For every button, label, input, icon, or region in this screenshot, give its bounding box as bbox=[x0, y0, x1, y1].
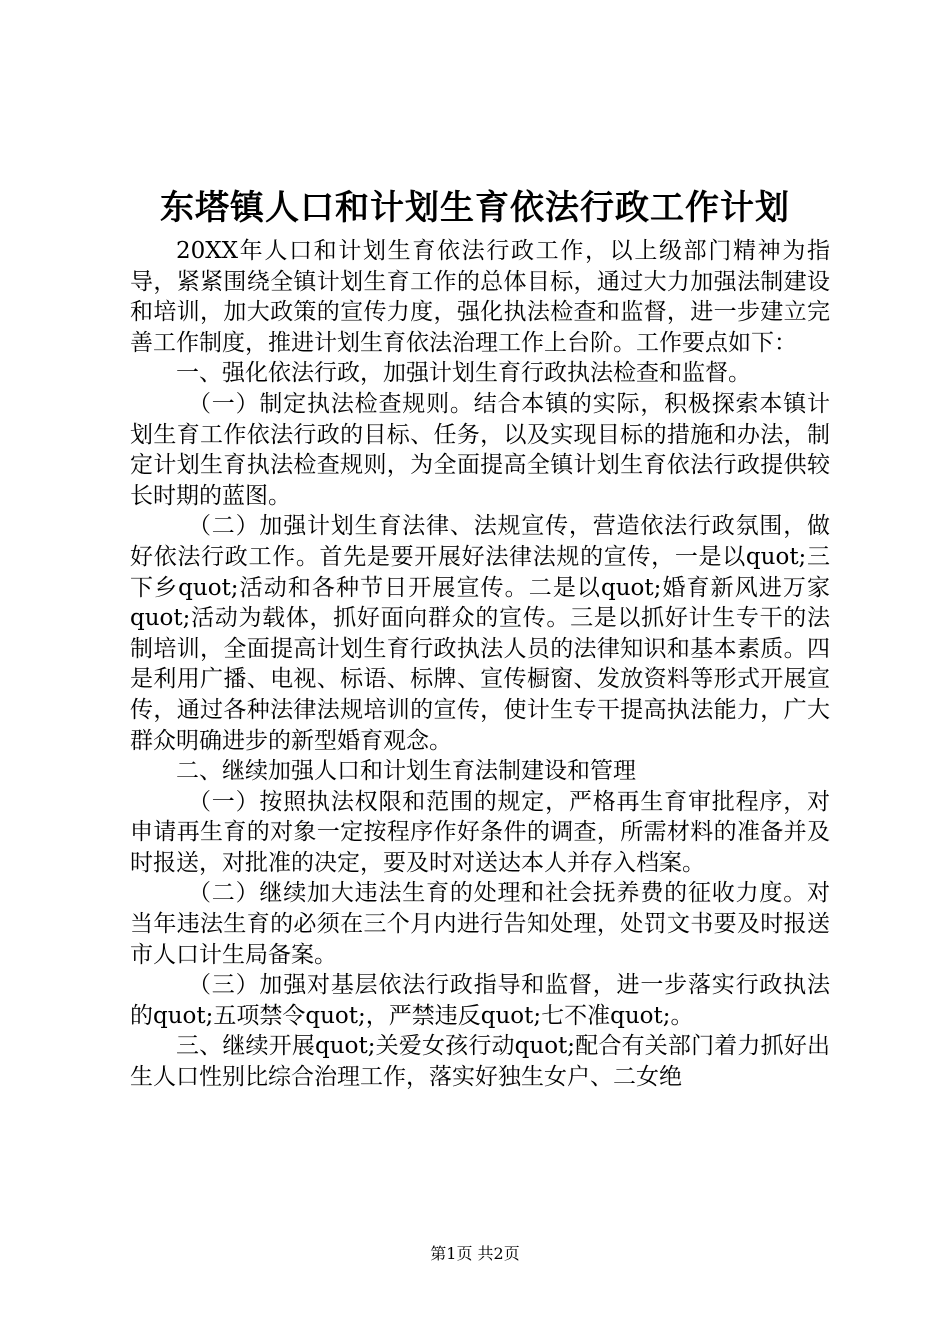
document-body bbox=[130, 236, 830, 1093]
paragraph-2-2: （二）继续加大违法生育的处理和社会抚养费的征收力度。对当年违法生育的必须在三个月内进行告知处理，处罚文书要及时报送市人口计生局备案。 bbox=[130, 880, 830, 968]
document-title: 东塔镇人口和计划生育依法行政工作计划 bbox=[160, 188, 790, 228]
page-number-footer: 第1页 共2页 bbox=[430, 1244, 520, 1263]
paragraph-1-1: （一）制定执法检查规则。结合本镇的实际，积极探索本镇计划生育工作依法行政的目标、任务，以及实现目标的措施和办法，制定计划生育执法检查规则，为全面提高全镇计划生育依法行政提供较长时期的蓝图。 bbox=[130, 390, 830, 509]
paragraph-1-2: （二）加强计划生育法律、法规宣传，营造依法行政氛围，做好依法行政工作。首先是要开展好法律法规的宣传，一是以quot;三下乡quot;活动和各种节日开展宣传。二是以quot;婚育新风进万家quot;活动为载体，抓好面向群众的宣传。三是以抓好计生专干的法制培训，全面提高计划生育行政执法人员的法律知识和基本素质。四是利用广播、电视、标语、标牌、宣传橱窗、发放资料等形式开展宣传，通过各种法律法规培训的宣传，使计生专干提高执法能力，广大群众明确进步的新型婚育观念。 bbox=[130, 513, 830, 754]
section-heading-2: 二、继续加强人口和计划生育法制建设和管理 bbox=[176, 758, 636, 785]
paragraph-intro: 20XX年人口和计划生育依法行政工作，以上级部门精神为指导，紧紧围绕全镇计划生育工作的总体目标，通过大力加强法制建设和培训，加大政策的宣传力度，强化执法检查和监督，进一步建立完善工作制度，推进计划生育依法治理工作上台阶。工作要点如下： bbox=[130, 238, 830, 356]
paragraph-2-1: （一）按照执法权限和范围的规定，严格再生育审批程序，对申请再生育的对象一定按程序作好条件的调查，所需材料的准备并及时报送，对批准的决定，要及时对送达本人并存入档案。 bbox=[130, 788, 830, 876]
paragraph-2-3: （三）加强对基层依法行政指导和监督，进一步落实行政执法的quot;五项禁令quot;，严禁违反quot;七不准quot;。 bbox=[130, 972, 830, 1029]
section-heading-3: 三、继续开展quot;关爱女孩行动quot;配合有关部门着力抓好出生人口性别比综合治理工作，落实好独生女户、二女绝 bbox=[130, 1033, 830, 1091]
section-heading-1: 一、强化依法行政，加强计划生育行政执法检查和监督。 bbox=[176, 360, 751, 387]
